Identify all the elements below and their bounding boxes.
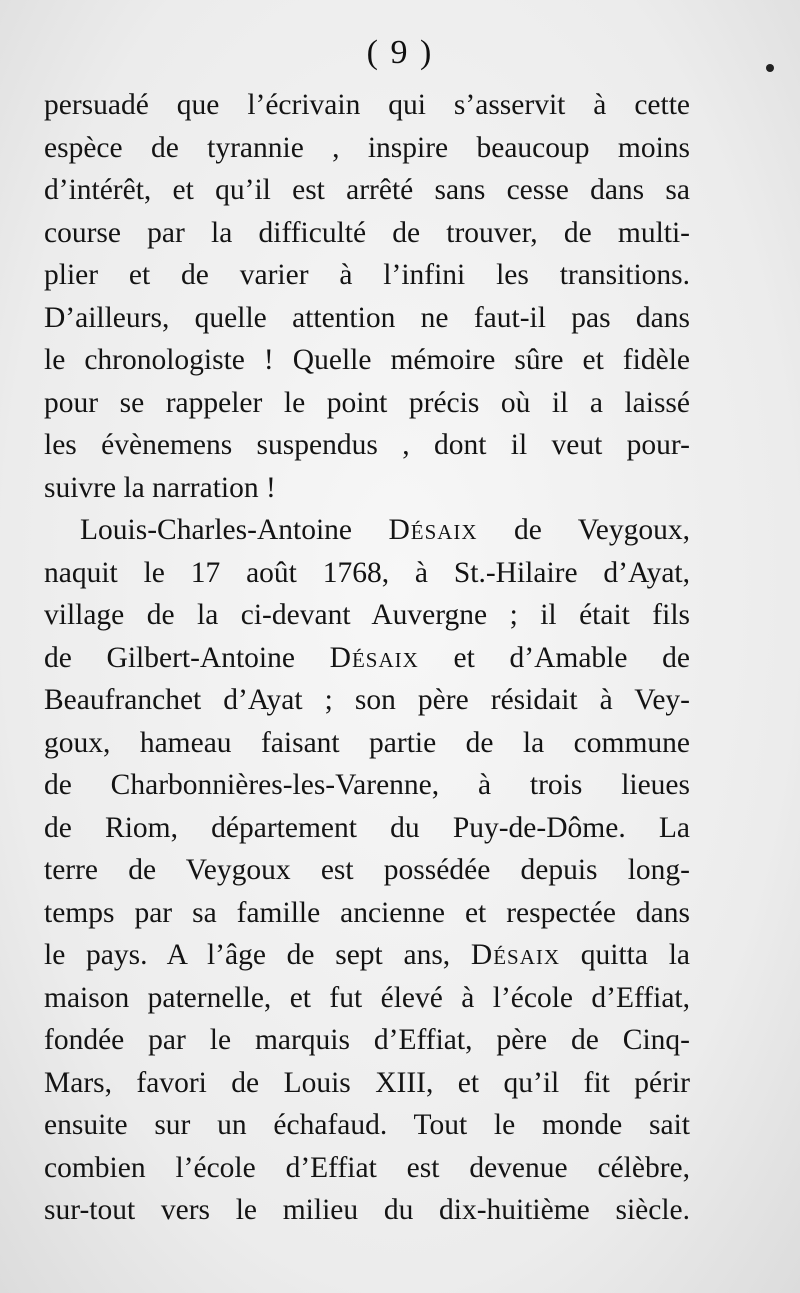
text-line: d’intérêt, et qu’il est arrêté sans cesse dans sa [44,174,690,206]
text-line: suivre la narration ! [44,471,276,504]
text-fragment: le pays. A l’âge de sept ans, [44,939,471,971]
text-line: course par la difficulté de trouver, de multi- [44,216,690,249]
text-line: les évènemens suspendus , dont il veut pour- [44,429,690,461]
text-line: village de la ci-devant Auvergne ; il était fils [44,599,690,631]
text-line: ensuite sur un échafaud. Tout le monde sait [44,1109,690,1141]
text-line: le chronologiste ! Quelle mémoire sûre et fidèle [44,344,690,376]
text-line: espèce de tyrannie , inspire beaucoup moins [44,131,690,164]
text-line: de Riom, département du Puy-de-Dôme. La [44,811,690,844]
text-fragment: quitta la [560,939,690,971]
paragraph-2 [44,509,690,1232]
text-line: temps par sa famille ancienne et respectée dans [44,896,690,929]
text-line: pour se rappeler le point précis où il a laissé [44,386,690,419]
text-line: terre de Veygoux est possédée depuis long- [44,854,690,886]
text-line: sur-tout vers le milieu du dix-huitième siècle. [44,1194,690,1226]
page-number: ( 9 ) [366,34,434,71]
person-name: Désaix [470,939,561,971]
text-fragment: de Gilbert-Antoine [44,641,330,674]
paragraph-1 [44,84,690,509]
page-text [44,84,690,1232]
person-name: Désaix [388,514,478,546]
text-fragment: et d’Amable de [418,641,690,674]
text-line: plier et de varier à l’infini les transitions. [44,259,690,291]
text-line: D’ailleurs, quelle attention ne faut-il pas dans [44,301,690,334]
text-line: combien l’école d’Effiat est devenue célèbre, [44,1151,690,1184]
text-line: Mars, favori de Louis XIII, et qu’il fit périr [44,1066,690,1099]
text-line [44,509,690,552]
text-line: naquit le 17 août 1768, à St.-Hilaire d’Ayat, [44,556,690,589]
text-line: fondée par le marquis d’Effiat, père de Cinq- [44,1024,690,1056]
text-line [44,934,690,977]
text-fragment: de Veygoux, [477,514,690,546]
text-line: goux, hameau faisant partie de la commune [44,726,690,759]
person-name: Désaix [329,641,419,674]
text-line: persuadé que l’écrivain qui s’asservit à cette [44,89,690,121]
text-line: maison paternelle, et fut élevé à l’école d’Effiat, [44,981,690,1014]
text-line: de Charbonnières-les-Varenne, à trois lieues [44,769,690,801]
text-line [44,637,690,680]
text-line: Beaufranchet d’Ayat ; son père résidait à Vey- [44,684,690,716]
text-fragment: Louis-Charles-Antoine [80,514,389,546]
